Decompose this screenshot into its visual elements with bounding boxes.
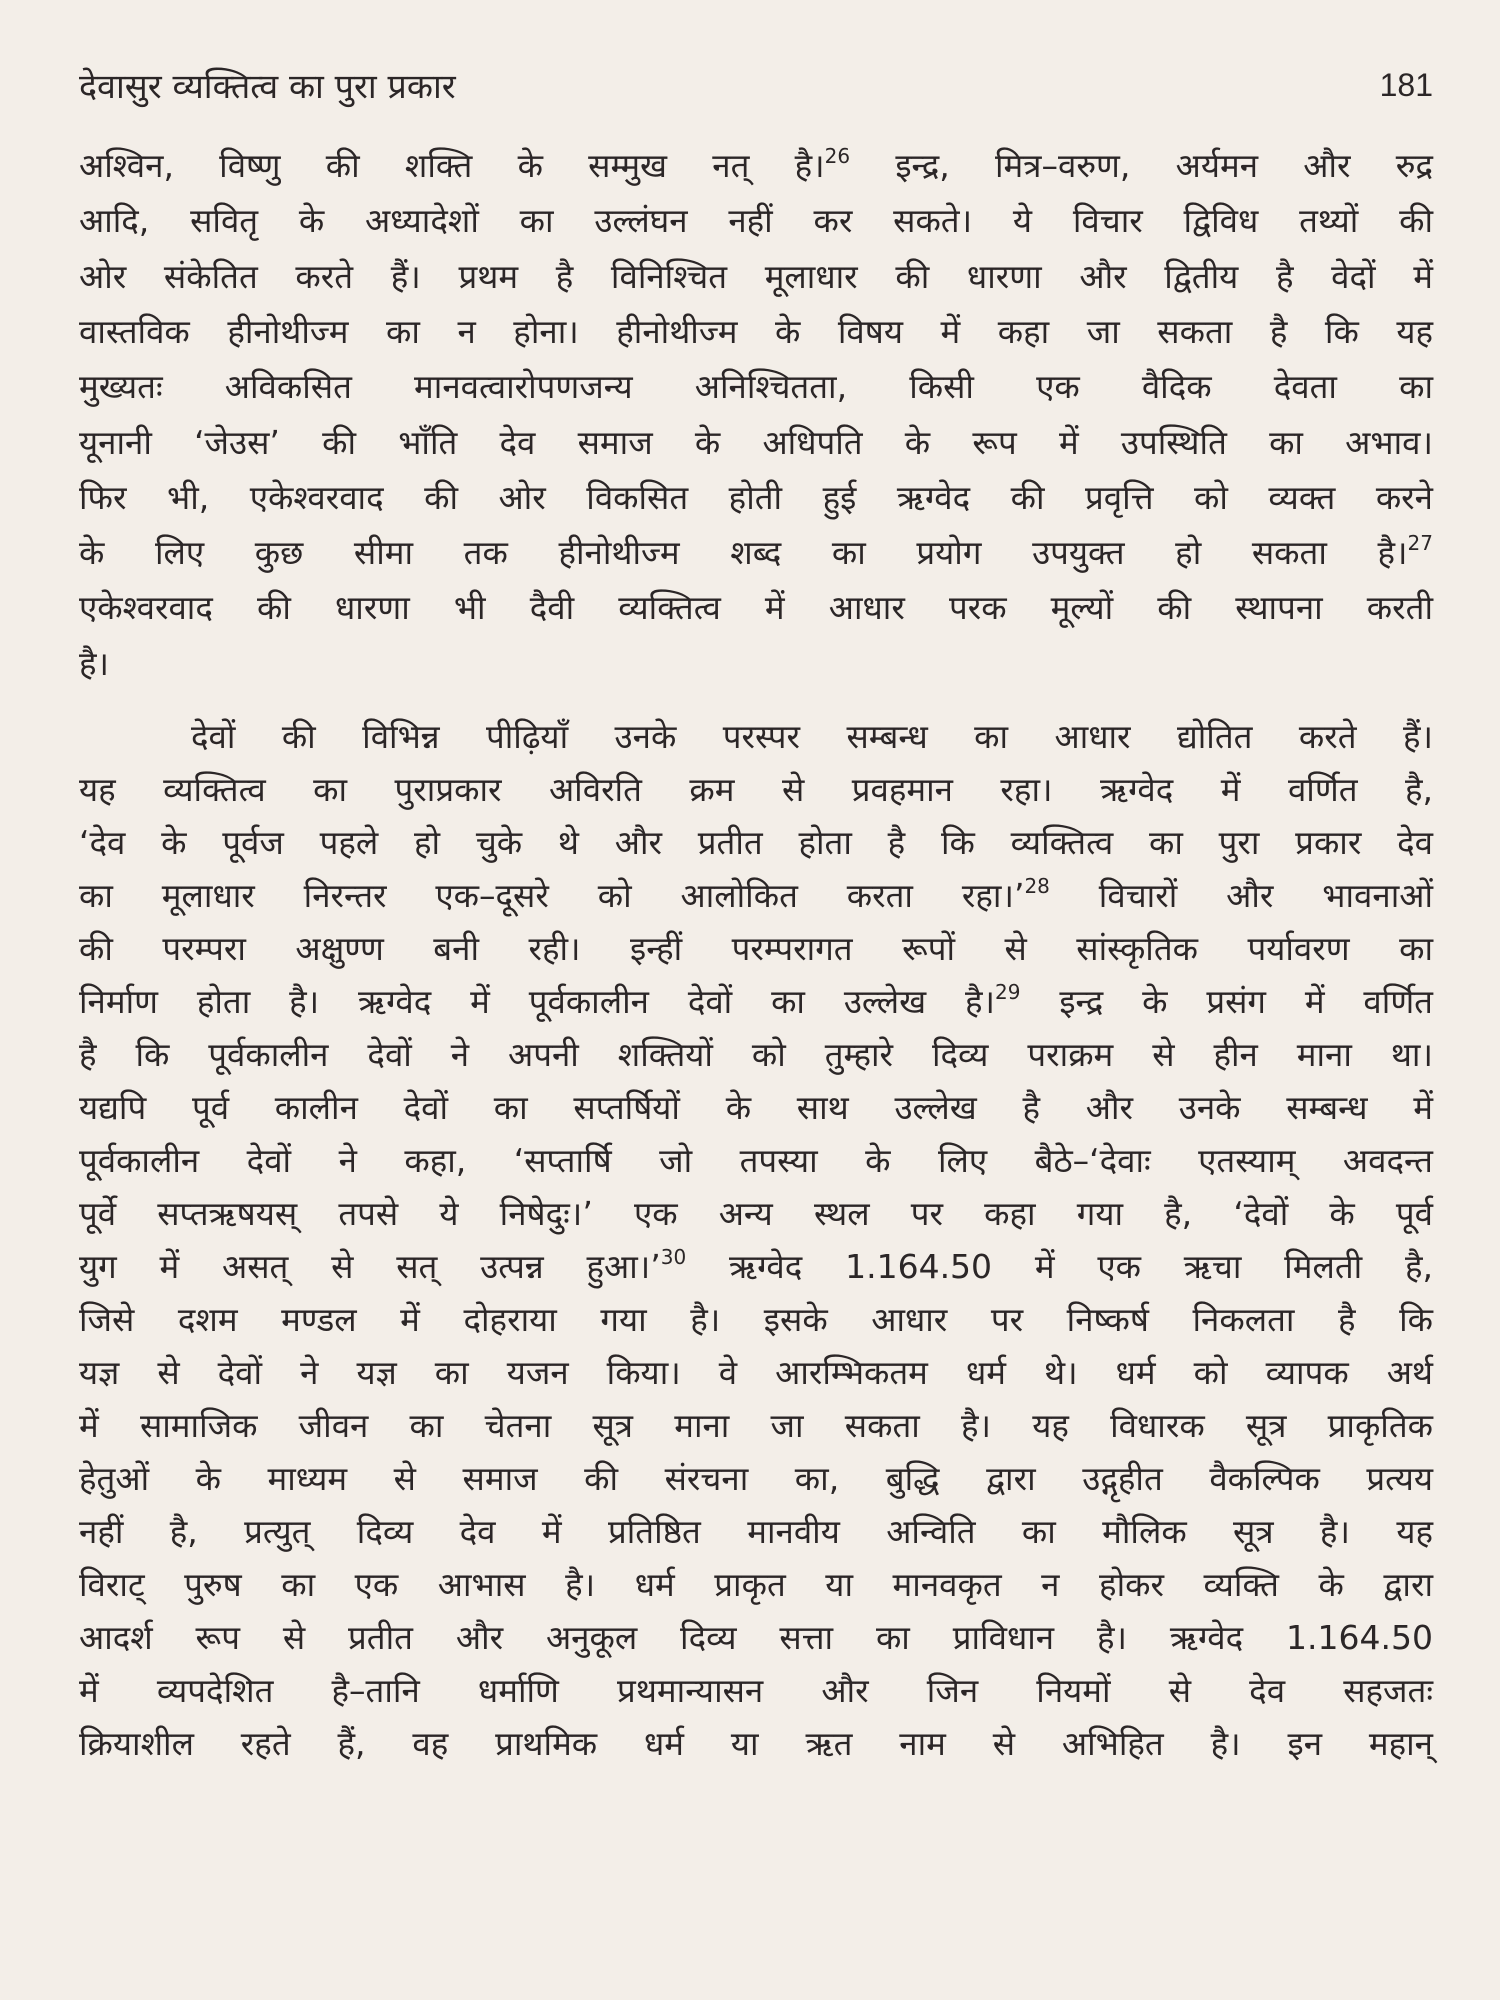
text-segment: आदि, सवितृ के अध्यादेशों का उल्लंघन नहीं कर सकते। ये विचार द्विविध तथ्यों की — [79, 201, 1433, 241]
text-segment: देवों की विभिन्न पीढ़ियाँ उनके परस्पर सम्बन्ध का आधार द्योतित करते हैं। — [191, 717, 1433, 756]
text-segment: इन्द्र, मित्र–वरुण, अर्यमन और रुद्र — [850, 146, 1433, 185]
text-line — [79, 360, 1433, 414]
text-segment: यह व्यक्तित्व का पुराप्रकार अविरति क्रम से प्रवहमान रहा। ऋग्वेद में वर्णित है, — [79, 770, 1433, 809]
text-line — [79, 816, 1433, 870]
text-segment: ‘देव के पूर्वज पहले हो चुके थे और प्रतीत होता है कि व्यक्तित्व का पुरा प्रकार देव — [79, 823, 1433, 862]
text-segment: ओर संकेतित करते हैं। प्रथम है विनिश्चित मूलाधार की धारणा और द्वितीय है वेदों में — [79, 256, 1433, 296]
running-title: देवासुर व्यक्तित्व का पुरा प्रकार — [79, 67, 456, 107]
text-line — [79, 1134, 1433, 1188]
text-segment: मुख्यतः अविकसित मानवत्वारोपणजन्य अनिश्चितता, किसी एक वैदिक देवता का — [79, 367, 1433, 407]
text-segment: विराट् पुरुष का एक आभास है। धर्म प्राकृत या मानवकृत न होकर व्यक्ति के द्वारा — [79, 1565, 1433, 1604]
text-line — [79, 194, 1433, 248]
text-line — [79, 471, 1433, 525]
text-segment: निर्माण होता है। ऋग्वेद में पूर्वकालीन देवों का उल्लेख है। — [79, 982, 996, 1021]
text-line — [79, 869, 1433, 923]
text-segment: युग में असत् से सत् उत्पन्न हुआ।’ — [79, 1247, 661, 1286]
text-line — [79, 1346, 1433, 1400]
text-line — [79, 305, 1433, 359]
text-segment: में व्यपदेशित है–तानि धर्माणि प्रथमान्यासन और जिन नियमों से देव सहजतः — [79, 1671, 1433, 1710]
text-segment: इन्द्र के प्रसंग में वर्णित — [1020, 982, 1433, 1021]
text-segment: क्रियाशील रहते हैं, वह प्राथमिक धर्म या ऋत नाम से अभिहित है। इन महान् — [79, 1724, 1433, 1763]
text-segment: फिर भी, एकेश्वरवाद की ओर विकसित होती हुई ऋग्वेद की प्रवृत्ति को व्यक्त करने — [79, 477, 1433, 517]
text-line — [79, 637, 1433, 691]
text-segment: ऋग्वेद 1.164.50 में एक ऋचा मिलती है, — [686, 1247, 1433, 1286]
text-segment: हेतुओं के माध्यम से समाज की संरचना का, बुद्धि द्वारा उद्गृहीत वैकल्पिक प्रत्यय — [79, 1459, 1433, 1498]
footnote-ref: 26 — [824, 144, 851, 168]
text-line — [79, 1293, 1433, 1347]
text-segment: का मूलाधार निरन्तर एक–दूसरे को आलोकित करता रहा।’ — [79, 876, 1025, 915]
text-segment: पूर्वकालीन देवों ने कहा, ‘सप्तार्षि जो तपस्या के लिए बैठे–‘देवाः एतस्याम् अवदन्त — [79, 1141, 1433, 1180]
footnote-ref: 30 — [660, 1245, 687, 1269]
text-segment: है कि पूर्वकालीन देवों ने अपनी शक्तियों को तुम्हारे दिव्य पराक्रम से हीन माना था। — [79, 1035, 1433, 1074]
text-segment: जिसे दशम मण्डल में दोहराया गया है। इसके आधार पर निष्कर्ष निकलता है कि — [79, 1300, 1433, 1339]
text-segment: विचारों और भावनाओं — [1049, 876, 1433, 915]
text-line — [191, 710, 1433, 764]
text-segment: में सामाजिक जीवन का चेतना सूत्र माना जा सकता है। यह विधारक सूत्र प्राकृतिक — [79, 1406, 1433, 1445]
text-line — [79, 1028, 1433, 1082]
text-line — [79, 139, 1433, 193]
text-segment: वास्तविक हीनोथीज्म का न होना। हीनोथीज्म के विषय में कहा जा सकता है कि यह — [79, 311, 1433, 351]
text-line — [79, 1081, 1433, 1135]
running-header — [79, 60, 1433, 110]
text-segment: के लिए कुछ सीमा तक हीनोथीज्म शब्द का प्रयोग उपयुक्त हो सकता है। — [79, 533, 1408, 573]
text-segment: है। — [79, 643, 110, 683]
footnote-ref: 28 — [1024, 874, 1050, 898]
text-line — [79, 763, 1433, 817]
page-number: 181 — [1379, 66, 1433, 103]
text-line — [79, 1664, 1433, 1718]
text-line — [79, 922, 1433, 976]
text-segment: एकेश्वरवाद की धारणा भी दैवी व्यक्तित्व में आधार परक मूल्यों की स्थापना करती — [79, 588, 1433, 628]
text-segment: यज्ञ से देवों ने यज्ञ का यजन किया। वे आरम्भिकतम धर्म थे। धर्म को व्यापक अर्थ — [79, 1353, 1433, 1392]
text-segment: की परम्परा अक्षुण्ण बनी रही। इन्हीं परम्परागत रूपों से सांस्कृतिक पर्यावरण का — [79, 929, 1433, 968]
text-line — [79, 975, 1433, 1029]
text-line — [79, 1240, 1433, 1294]
text-segment: यूनानी ‘जेउस’ की भाँति देव समाज के अधिपति के रूप में उपस्थिति का अभाव। — [79, 422, 1433, 462]
text-line — [79, 526, 1433, 580]
text-line — [79, 250, 1433, 304]
text-segment: पूर्वे सप्तऋषयस् तपसे ये निषेदुः।’ एक अन्य स्थल पर कहा गया है, ‘देवों के पूर्व — [79, 1194, 1433, 1233]
text-line — [79, 1187, 1433, 1241]
text-segment: नहीं है, प्रत्युत् दिव्य देव में प्रतिष्ठित मानवीय अन्विति का मौलिक सूत्र है। यह — [79, 1512, 1433, 1551]
text-line — [79, 1558, 1433, 1612]
text-line — [79, 416, 1433, 470]
text-segment: अश्विन, विष्णु की शक्ति के सम्मुख नत् है। — [79, 146, 825, 185]
text-line — [79, 1505, 1433, 1559]
text-segment: यद्यपि पूर्व कालीन देवों का सप्तर्षियों के साथ उल्लेख है और उनके सम्बन्ध में — [79, 1088, 1433, 1127]
footnote-ref: 29 — [995, 980, 1021, 1004]
text-line — [79, 581, 1433, 635]
text-line — [79, 1611, 1433, 1665]
text-segment: आदर्श रूप से प्रतीत और अनुकूल दिव्य सत्ता का प्राविधान है। ऋग्वेद 1.164.50 — [79, 1618, 1433, 1657]
text-line — [79, 1717, 1433, 1771]
text-line — [79, 1399, 1433, 1453]
footnote-ref: 27 — [1407, 531, 1433, 556]
text-line — [79, 1452, 1433, 1506]
